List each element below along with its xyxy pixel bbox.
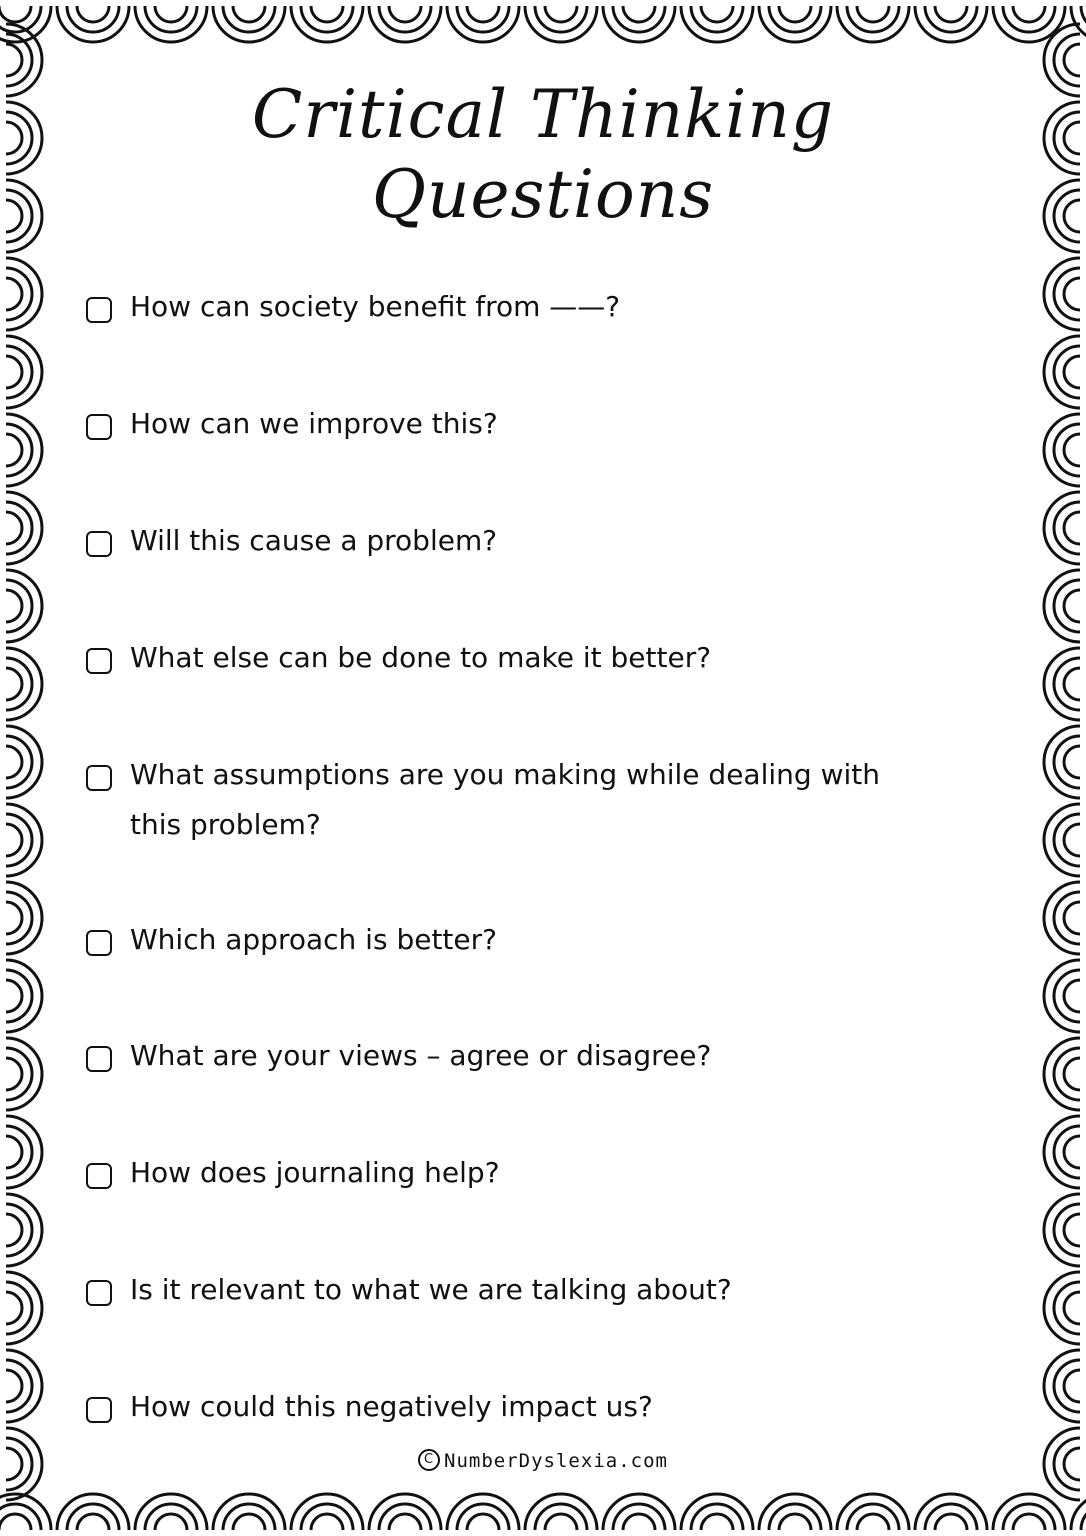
question-item: [86, 288, 966, 332]
question-text: Which approach is better?: [130, 923, 498, 956]
question-item: [86, 522, 966, 566]
question-item: [86, 1037, 966, 1081]
question-item: [86, 756, 966, 850]
page-title-line-1: Critical Thinking: [251, 76, 835, 153]
question-item: [86, 1388, 966, 1432]
page-title-line-2: Questions: [371, 156, 715, 233]
question-text: What else can be done to make it better?: [130, 641, 712, 674]
question-text: Will this cause a problem?: [130, 524, 498, 557]
checkbox[interactable]: [86, 1046, 112, 1072]
question-item: [86, 921, 966, 965]
question-text: What are your views – agree or disagree?: [130, 1039, 712, 1072]
checkbox[interactable]: [86, 1397, 112, 1423]
question-text: How can society benefit from ——?: [130, 290, 621, 323]
question-item: [86, 1154, 966, 1198]
footer-text: NumberDyslexia.com: [444, 1450, 668, 1472]
question-text: How does journaling help?: [130, 1156, 500, 1189]
checkbox[interactable]: [86, 765, 112, 791]
checkbox[interactable]: [86, 1280, 112, 1306]
question-text: What assumptions are you making while dealing with this problem?: [130, 758, 880, 841]
checkbox[interactable]: [86, 531, 112, 557]
question-text: Is it relevant to what we are talking about?: [130, 1273, 732, 1306]
question-text: How could this negatively impact us?: [130, 1390, 653, 1423]
checkbox[interactable]: [86, 648, 112, 674]
question-text: How can we improve this?: [130, 407, 498, 440]
question-item: [86, 1271, 966, 1315]
checkbox[interactable]: [86, 930, 112, 956]
copyright-icon: C: [418, 1449, 440, 1471]
checkbox[interactable]: [86, 297, 112, 323]
question-item: [86, 639, 966, 683]
checkbox[interactable]: [86, 1163, 112, 1189]
question-item: [86, 405, 966, 449]
footer-credit: [0, 1450, 1086, 1473]
checkbox[interactable]: [86, 414, 112, 440]
